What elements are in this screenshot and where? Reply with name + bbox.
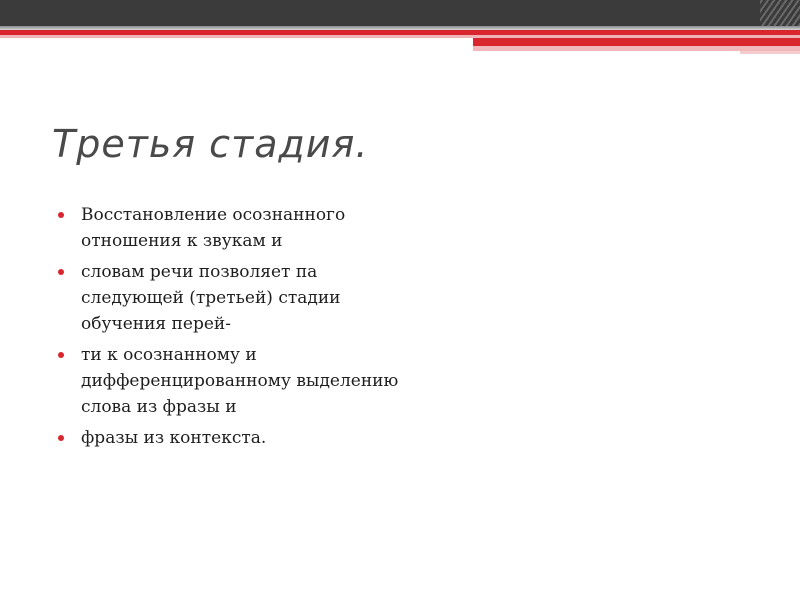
accent-bar-pink-small (740, 51, 800, 54)
header-band (0, 0, 800, 26)
bullet-item (57, 259, 417, 337)
bullet-dot-icon (58, 435, 64, 441)
bullet-text: ти к осознанному и дифференцированному выделению слова из фразы и (81, 345, 399, 417)
bullet-dot-icon (58, 269, 64, 275)
header-stripes (760, 0, 800, 26)
bullet-text: словам речи позволяет па следующей (третьей) стадии обучения перей- (81, 262, 341, 334)
bullet-item (57, 425, 417, 451)
bullet-item (57, 202, 417, 254)
bullet-dot-icon (58, 352, 64, 358)
bullet-text: фразы из контекста. (81, 428, 267, 448)
bullet-text: Восстановление осознанного отношения к звукам и (81, 205, 346, 251)
accent-bar-red (473, 38, 800, 46)
bullet-dot-icon (58, 212, 64, 218)
bullet-item (57, 342, 417, 420)
slide-title: Третья стадия. (52, 122, 369, 166)
bullet-list (57, 202, 417, 456)
